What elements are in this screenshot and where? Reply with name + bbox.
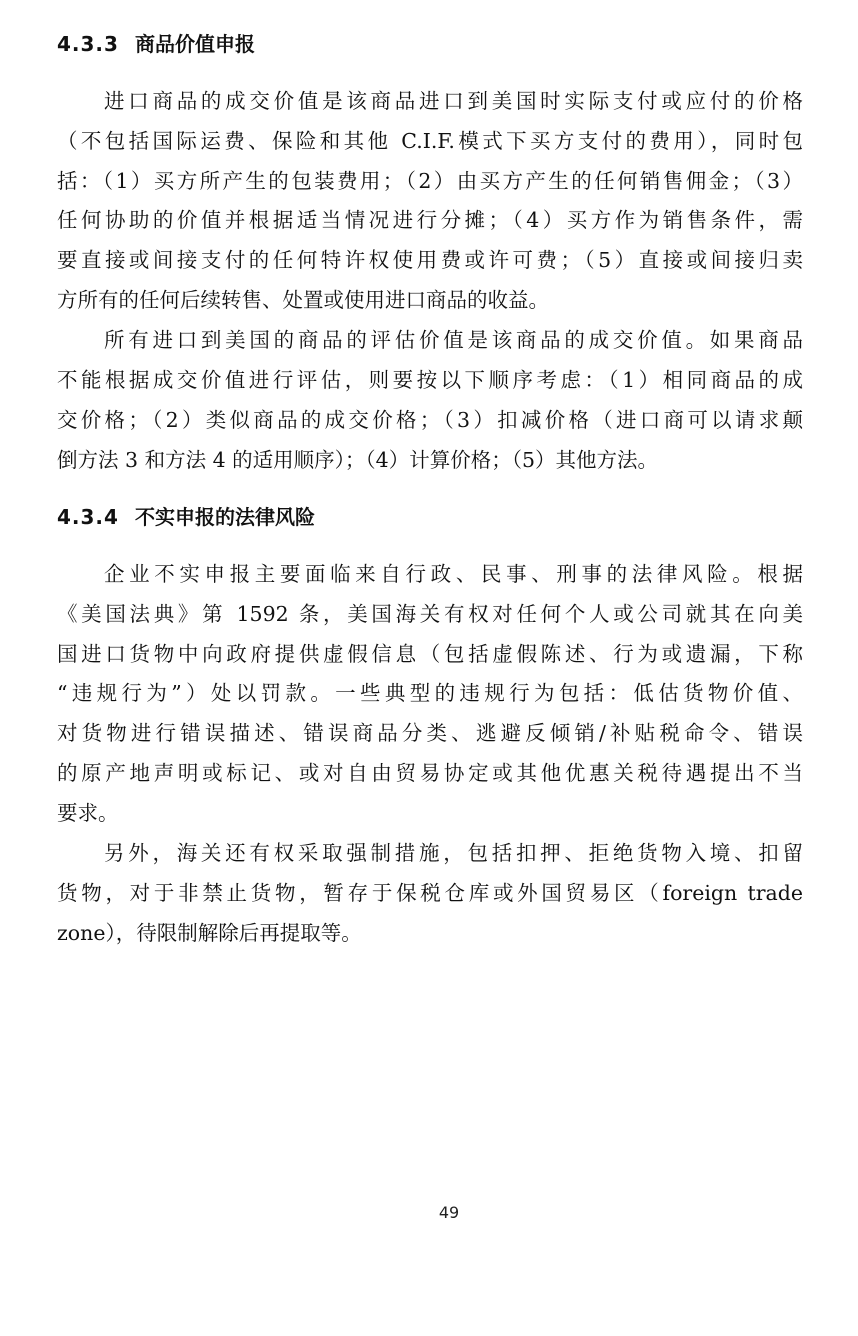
section-heading-4-3-4 (57, 503, 315, 531)
text-line: 任何协助的价值并根据适当情况进行分摊；（4）买方作为销售条件，需 (57, 208, 803, 232)
text-line: 国进口货物中向政府提供虚假信息（包括虚假陈述、行为或遗漏，下称 (57, 642, 803, 666)
text-line: 要求。 (57, 801, 119, 825)
text-line: 所有进口到美国的商品的评估价值是该商品的成交价值。如果商品 (104, 328, 803, 352)
text-line: 方所有的任何后续转售、处置或使用进口商品的收益。 (57, 288, 549, 312)
text-line: 对货物进行错误描述、错误商品分类、逃避反倾销/补贴税命令、错误 (57, 721, 803, 745)
text-line: 货物，对于非禁止货物，暂存于保税仓库或外国贸易区（foreign trade (57, 881, 803, 905)
text-line: 《美国法典》第 1592 条，美国海关有权对任何个人或公司就其在向美 (57, 602, 803, 626)
section-title: 商品价值申报 (134, 32, 255, 56)
text-line: “违规行为”）处以罚款。一些典型的违规行为包括：低估货物价值、 (57, 681, 803, 705)
text-line: 另外，海关还有权采取强制措施，包括扣押、拒绝货物入境、扣留 (104, 841, 803, 865)
section-number: 4.3.4 (57, 505, 119, 529)
text-line: 进口商品的成交价值是该商品进口到美国时实际支付或应付的价格 (104, 89, 803, 113)
text-line: 不能根据成交价值进行评估，则要按以下顺序考虑：（1）相同商品的成 (57, 368, 803, 392)
text-line: zone），待限制解除后再提取等。 (57, 921, 362, 945)
text-line: 要直接或间接支付的任何特许权使用费或许可费；（5）直接或间接归卖 (57, 248, 803, 272)
section-heading-4-3-3 (57, 30, 255, 58)
text-line: 倒方法 3 和方法 4 的适用顺序）；（4）计算价格；（5）其他方法。 (57, 448, 658, 472)
text-line: 的原产地声明或标记、或对自由贸易协定或其他优惠关税待遇提出不当 (57, 761, 803, 785)
section-number: 4.3.3 (57, 32, 119, 56)
text-line: 括：（1）买方所产生的包装费用；（2）由买方产生的任何销售佣金；（3） (57, 169, 803, 193)
text-line: 企业不实申报主要面临来自行政、民事、刑事的法律风险。根据 (104, 562, 803, 586)
text-line: 交价格；（2）类似商品的成交价格；（3）扣减价格（进口商可以请求颠 (57, 408, 803, 432)
text-line: （不包括国际运费、保险和其他 C.I.F.模式下买方支付的费用），同时包 (57, 129, 803, 153)
page-number: 49 (438, 1203, 460, 1222)
section-title: 不实申报的法律风险 (134, 505, 315, 529)
